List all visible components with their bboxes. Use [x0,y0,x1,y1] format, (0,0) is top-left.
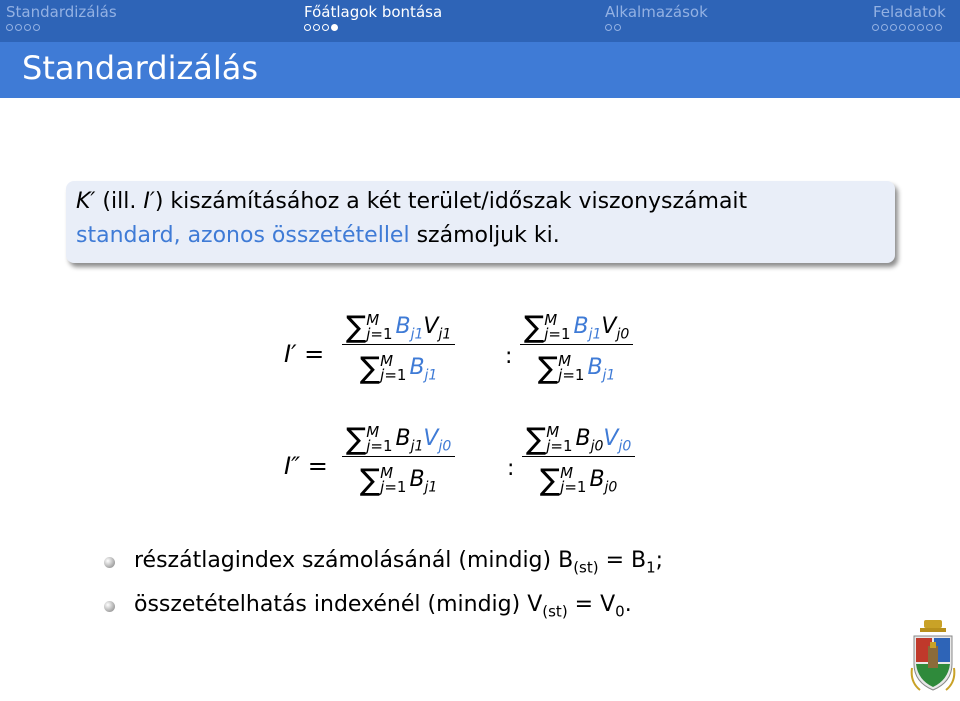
nav-section-feladatok[interactable]: Feladatok [873,3,946,21]
nav-dot[interactable] [614,24,621,31]
nav-dot[interactable] [15,24,22,31]
nav-dot[interactable] [881,24,888,31]
nav-dot[interactable] [908,24,915,31]
k-prime-symbol: K′ [76,189,96,214]
definition-box [66,181,895,263]
nav-dots-alkalmazasok[interactable] [605,24,621,31]
definition-line-1 [76,189,747,214]
nav-dot[interactable] [33,24,40,31]
bullet-subscript: (st) [542,602,568,621]
bullet-tail: = B [598,548,647,573]
numerator: ∑ M j=1 $B_{j1}V_{j1}$ [346,310,452,345]
nav-dot[interactable] [6,24,13,31]
definition-line-2 [76,223,560,248]
nav-dots-foatlagok-bontasa[interactable] [304,24,338,31]
colon: : [507,456,515,481]
fraction [342,306,455,387]
nav-dot[interactable] [926,24,933,31]
denominator: ∑ M j=1 $B_{j1}$ [359,463,438,499]
denominator: ∑ M j=1 $B_{j0}$ [539,463,618,499]
fraction [342,418,455,499]
nav-section-standardizalas[interactable]: Standardizálás [6,3,117,21]
nav-dots-standardizalas[interactable] [6,24,40,31]
nav-dot[interactable] [899,24,906,31]
nav-dots-feladatok[interactable] [872,24,942,31]
nav-dot[interactable] [872,24,879,31]
nav-dot[interactable] [24,24,31,31]
numerator: ∑ M j=1 $B_{j1}V_{j0}$ [346,422,452,457]
bullet-tail-subscript: 1 [646,558,656,577]
university-crest-icon [910,618,956,696]
bullet-end: . [624,592,632,617]
nav-dot[interactable] [890,24,897,31]
frame-title: Standardizálás [22,49,259,87]
navigation-bar [0,0,960,42]
definition-text-1: ) kiszámításához a két terület/időszak viszonyszámait [154,189,748,214]
nav-dot[interactable] [917,24,924,31]
bullet-tail-subscript: 0 [615,602,625,621]
denominator: ∑ M j=1 $B_{j1}$ [359,351,438,387]
bullet-text: összetételhatás indexénél (mindig) V [134,592,543,617]
nav-dot[interactable] [322,24,329,31]
colon: : [505,344,513,369]
nav-dot[interactable] [935,24,942,31]
nav-dot[interactable] [304,24,311,31]
nav-dot[interactable] [605,24,612,31]
definition-highlight: standard, azonos összetétellel [76,223,410,248]
formula-lhs: I′ = [284,340,325,368]
nav-dot[interactable] [313,24,320,31]
bullet-end: ; [655,548,664,573]
fraction [522,418,635,499]
bullet-ball-icon [104,601,115,612]
bullet-text: részátlagindex számolásánál (mindig) B [134,548,574,573]
fraction [520,306,633,387]
definition-text-2: számoljuk ki. [416,223,560,248]
bullet-subscript: (st) [573,558,599,577]
nav-section-foatlagok-bontasa[interactable]: Főátlagok bontása [304,3,443,21]
denominator: ∑ M j=1 $B_{j1}$ [537,351,616,387]
bullet-ball-icon [104,557,115,568]
formula-lhs: I″ = [284,452,328,480]
bullet-tail: = V [567,592,616,617]
i-prime-symbol: I′ [143,189,155,214]
frame-title-bar [0,42,960,98]
nav-dot-current[interactable] [331,24,338,31]
ill-text: (ill. [102,189,137,214]
numerator: ∑ M j=1 $B_{j1}V_{j0}$ [524,310,630,345]
numerator: ∑ M j=1 $B_{j0}V_{j0}$ [526,422,632,457]
nav-section-alkalmazasok[interactable]: Alkalmazások [605,3,708,21]
